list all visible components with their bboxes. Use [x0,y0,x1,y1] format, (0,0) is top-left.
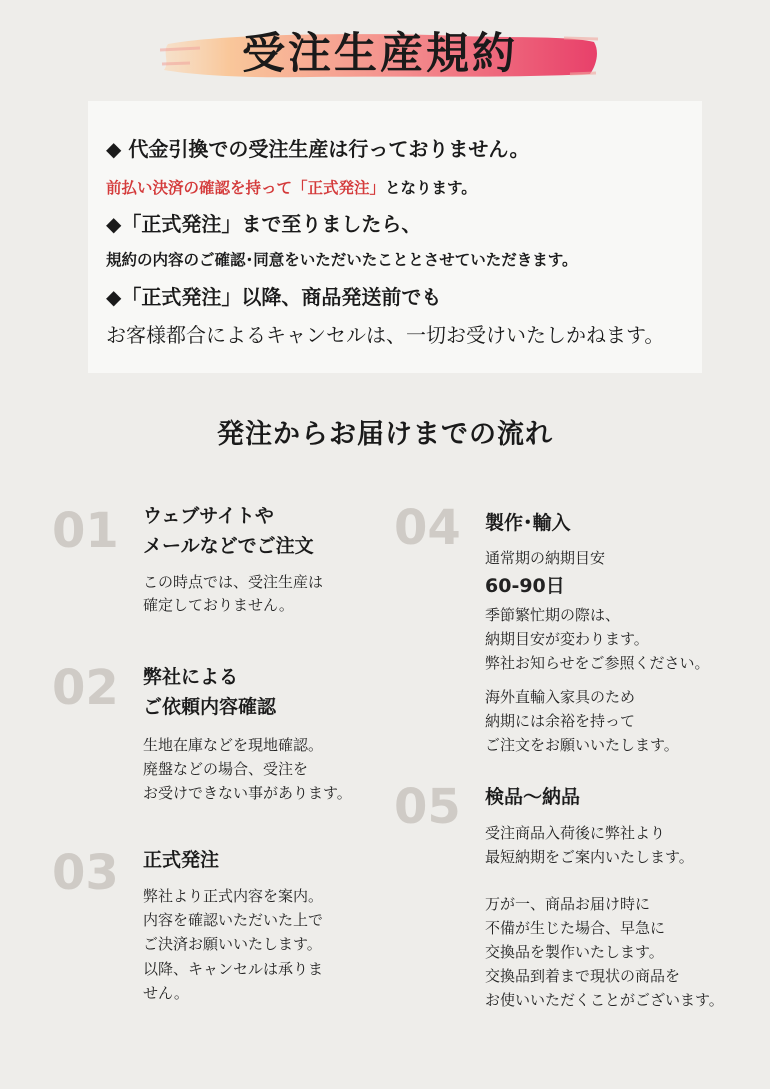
notice-line-1: ◆ 代金引換での受注生産は行っておりません。 [106,137,530,161]
step-04-text-1: 海外直輸入家具のため [485,688,636,706]
step-number-04: 04 [394,500,461,556]
step-number-02: 02 [52,660,119,716]
notice-line-2-red: 前払い決済の確認を持って「正式発注」 [106,179,386,197]
step-04-note-1: 季節繁忙期の際は、 [485,606,621,624]
step-05-text-3: 万が一、商品お届け時に [485,895,651,913]
step-03-warning-1: 以降、キャンセルは承りま [143,960,324,978]
step-04-note-2: 納期目安が変わります。 [485,630,649,648]
step-01-heading-1: ウェブサイトや [143,505,274,527]
page-title: 受注生産規約 [242,29,518,79]
step-05-heading: 検品〜納品 [485,786,581,808]
step-04-text-2: 納期には余裕を持って [485,712,636,730]
step-04-heading: 製作･輸入 [485,512,571,534]
notice-line-6: お客様都合によるキャンセルは、一切お受けいたしかねます。 [106,323,665,347]
notice-line-3: ◆「正式発注」まで至りましたら、 [106,212,422,236]
notice-line-2-rest: となります。 [385,179,477,197]
notice-line-4: 規約の内容のご確認･同意をいただいたこととさせていただきます。 [106,251,578,269]
flow-section-title: 発注からお届けまでの流れ [217,419,553,450]
step-01-text-1: この時点では、受注生産は [143,573,324,591]
step-03-heading: 正式発注 [143,849,220,871]
step-02-heading-1: 弊社による [143,666,239,688]
step-number-03: 03 [52,845,119,901]
step-03-warning-2: せん。 [143,984,189,1002]
step-05-text-7: お使いいただくことがございます。 [485,991,724,1009]
step-05-text-2: 最短納期をご案内いたします。 [485,848,694,866]
step-05-text-4: 不備が生じた場合、早急に [485,919,666,937]
step-05-text-5: 交換品を製作いたします。 [485,943,664,961]
step-05-text-6: 交換品到着まで現状の商品を [485,967,681,985]
step-05-text-1: 受注商品入荷後に弊社より [485,824,666,842]
step-01-text-2: 確定しておりません。 [143,596,294,614]
step-03-text-1: 弊社より正式内容を案内。 [143,887,324,905]
notice-box [88,101,702,373]
step-04-note-3: 弊社お知らせをご参照ください。 [485,654,710,672]
notice-line-5: ◆「正式発注」以降、商品発送前でも [106,285,442,309]
title-area [160,16,600,88]
step-03-text-2: 内容を確認いただいた上で [143,911,324,929]
step-02-text-1: 生地在庫などを現地確認。 [143,736,324,754]
step-04-text-3: ご注文をお願いいたします。 [485,736,679,754]
step-01-heading-2: メールなどでご注文 [143,535,314,557]
notice-line-2 [106,176,477,198]
step-number-05: 05 [394,779,461,835]
step-02-heading-2: ご依頼内容確認 [143,696,277,718]
step-03-text-3: ご決済お願いいたします。 [143,935,322,953]
step-02-text-3: お受けできない事があります。 [143,784,352,802]
step-04-text-top: 通常期の納期目安 [485,549,606,567]
step-02-text-2: 廃盤などの場合、受注を [143,760,309,778]
step-number-01: 01 [52,503,119,559]
step-04-lead-time: 60-90日 [485,575,565,597]
